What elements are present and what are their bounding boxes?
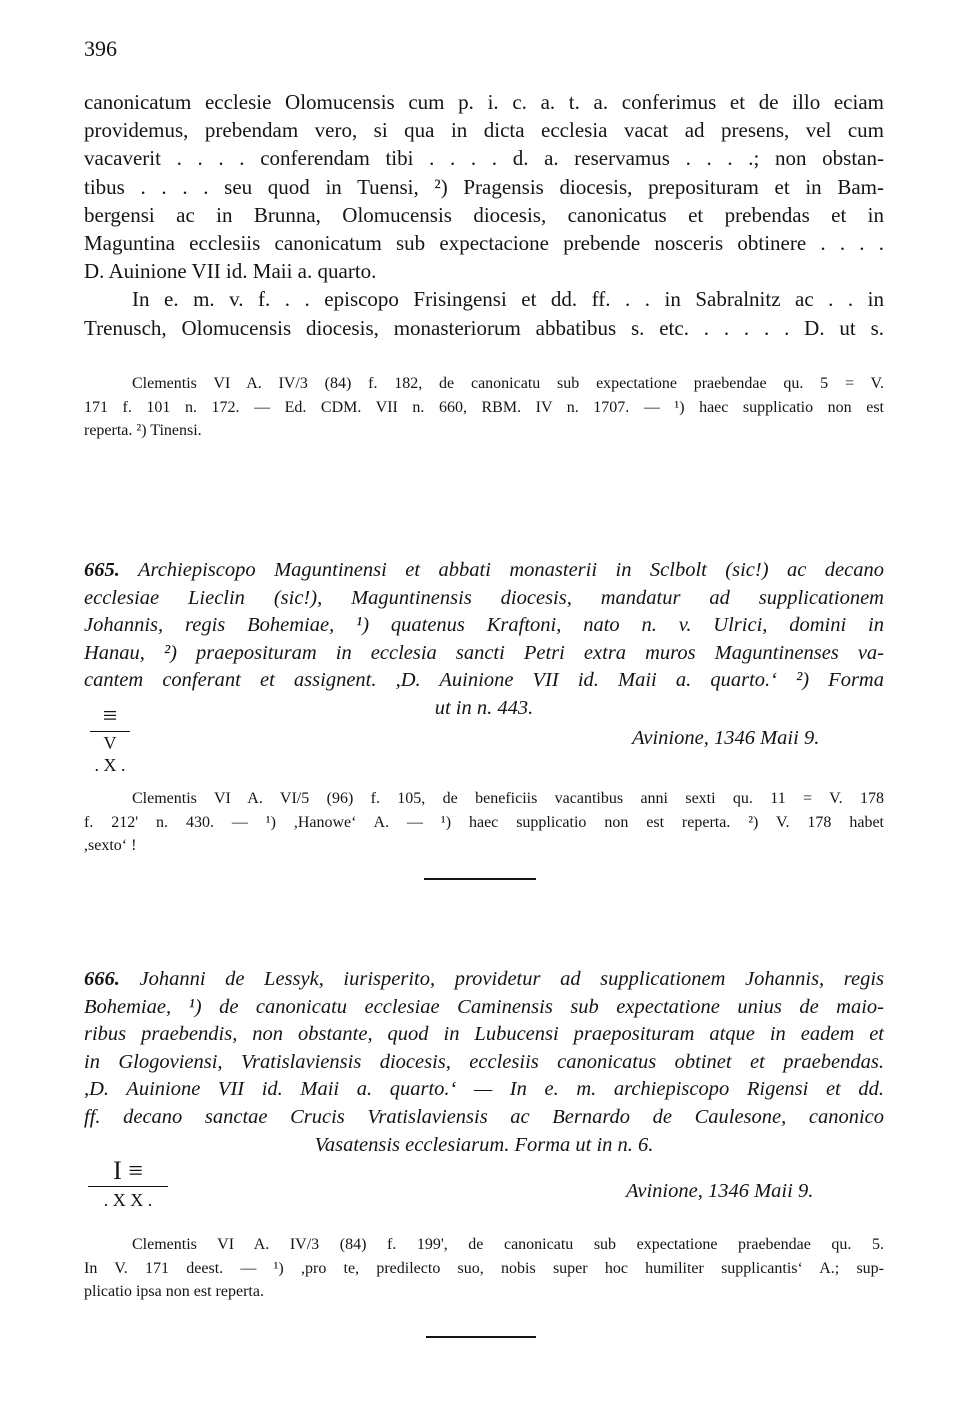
entry-665-note	[84, 787, 884, 858]
sigla-mark: . X .	[94, 755, 126, 775]
entry-666-note	[84, 1233, 884, 1304]
section-divider	[424, 878, 536, 880]
note-line: plicatio ipsa non est reperta.	[84, 1283, 264, 1300]
entry-text-line: Vasatensis ecclesiarum. Forma ut in n. 6.	[314, 1133, 654, 1156]
entry-number: 665.	[84, 559, 120, 581]
entry-text-line: ff. decano sanctae Crucis Vratislaviensis ac Bernardo de Caulesone, canonico	[84, 1105, 884, 1128]
entry-continuation	[84, 88, 884, 342]
sigla-665	[90, 703, 130, 774]
note-line: Clementis VI A. IV/3 (84) f. 199', de canonicatu sub expectatione praebendae qu. 5.	[132, 1236, 884, 1253]
note-line: f. 212' n. 430. — ¹) ,Hanowe‘ A. — ¹) haec supplicatio non est reperta. ²) V. 178 habet	[84, 813, 884, 831]
dateline-666: Avinione, 1346 Maii 9.	[626, 1180, 814, 1202]
entry-text-line	[84, 966, 884, 994]
entry-text-line: cantem conferant et assignent. ,D. Auinione VII id. Maii a. quarto.‘ ²) Forma	[84, 669, 884, 692]
text-line: bergensi ac in Brunna, Olomucensis diocesis, canonicatus et prebendas et in	[84, 202, 884, 227]
entry-665	[84, 557, 884, 723]
entry-text-line: Bohemiae, ¹) de canonicatu ecclesiae Caminensis sub expectatione unius de maio-	[84, 995, 884, 1018]
entry-text-line	[84, 557, 884, 585]
note-line: In V. 171 deest. — ¹) ,pro te, predilecto suo, nobis super hoc humiliter supplicantis‘ A.; sup-	[84, 1259, 884, 1277]
entry-text-line: in Glogoviensi, Vratislaviensis diocesis, ecclesiis canonicatus obtinet et praebendas.	[84, 1050, 884, 1073]
entry-text-line: Johannis, regis Bohemiae, ¹) quatenus Kraftoni, nato n. v. Ulrici, domini in	[84, 614, 884, 637]
entry-text-line: ,D. Auinione VII id. Maii a. quarto.‘ — In e. m. archiepiscopo Rigensi et dd.	[84, 1078, 884, 1101]
text-line: canonicatum ecclesie Olomucensis cum p. i. c. a. t. a. conferimus et de illo eciam	[84, 90, 884, 114]
sigla-mark: V	[90, 731, 130, 752]
entry-text: Johanni de Lessyk, iurisperito, providetur ad supplicationem Johannis, regis	[139, 968, 884, 990]
note-line: Clementis VI A. VI/5 (96) f. 105, de beneficiis vacantibus anni sexti qu. 11 = V. 178	[132, 790, 884, 807]
entry-text-line: ecclesiae Lieclin (sic!), Maguntinensis diocesis, mandatur ad supplicationem	[84, 586, 884, 609]
sigla-mark: I ≡	[88, 1158, 168, 1187]
sigla-666	[88, 1158, 168, 1209]
entry-text-line: ut in n. 443.	[434, 696, 534, 719]
note-line: reperta. ²) Tinensi.	[84, 422, 202, 439]
page-number: 396	[84, 36, 117, 61]
entry-text: Archiepiscopo Maguntinensi et abbati monasterii in Sclbolt (sic!) ac decano	[137, 559, 884, 581]
text-line: providemus, prebendam vero, si qua in dicta ecclesia vacat ad presens, vel cum	[84, 118, 884, 143]
note-line: ,sexto‘ !	[84, 837, 137, 854]
addressee-line: In e. m. v. f. . . episcopo Frisingensi et dd. ff. . . in Sabralnitz ac . . in	[132, 287, 884, 312]
addressee-line: Trenusch, Olomucensis diocesis, monasteriorum abbatibus s. etc. . . . . . D. ut s.	[84, 315, 884, 340]
note-line: Clementis VI A. IV/3 (84) f. 182, de canonicatu sub expectatione praebendae qu. 5 = V.	[132, 375, 884, 392]
entry-continuation-note	[84, 372, 884, 443]
entry-text-line: ribus praebendis, non obstante, quod in Lubucensi praeposituram atque in eadem et	[84, 1023, 884, 1046]
note-line: 171 f. 101 n. 172. — Ed. CDM. VII n. 660, RBM. IV n. 1707. — ¹) haec supplicatio non est	[84, 398, 884, 416]
text-line: D. Auinione VII id. Maii a. quarto.	[84, 259, 377, 284]
sigla-mark: ≡	[102, 701, 118, 730]
text-line: tibus . . . . seu quod in Tuensi, ²) Pragensis diocesis, preposituram et in Bam-	[84, 174, 884, 199]
section-divider	[426, 1336, 536, 1338]
dateline-665: Avinione, 1346 Maii 9.	[632, 727, 820, 749]
sigla-mark: . X X .	[103, 1190, 153, 1210]
text-line: Maguntina ecclesiis canonicatum sub expectacione prebende nosceris obtinere . . . .	[84, 231, 884, 256]
entry-text-line: Hanau, ²) praeposituram in ecclesia sancti Petri extra muros Maguntinenses va-	[84, 641, 884, 664]
entry-number: 666.	[84, 968, 120, 990]
entry-666	[84, 966, 884, 1159]
text-line: vacaverit . . . . conferendam tibi . . . . d. a. reservamus . . . .; non obstan-	[84, 146, 884, 171]
